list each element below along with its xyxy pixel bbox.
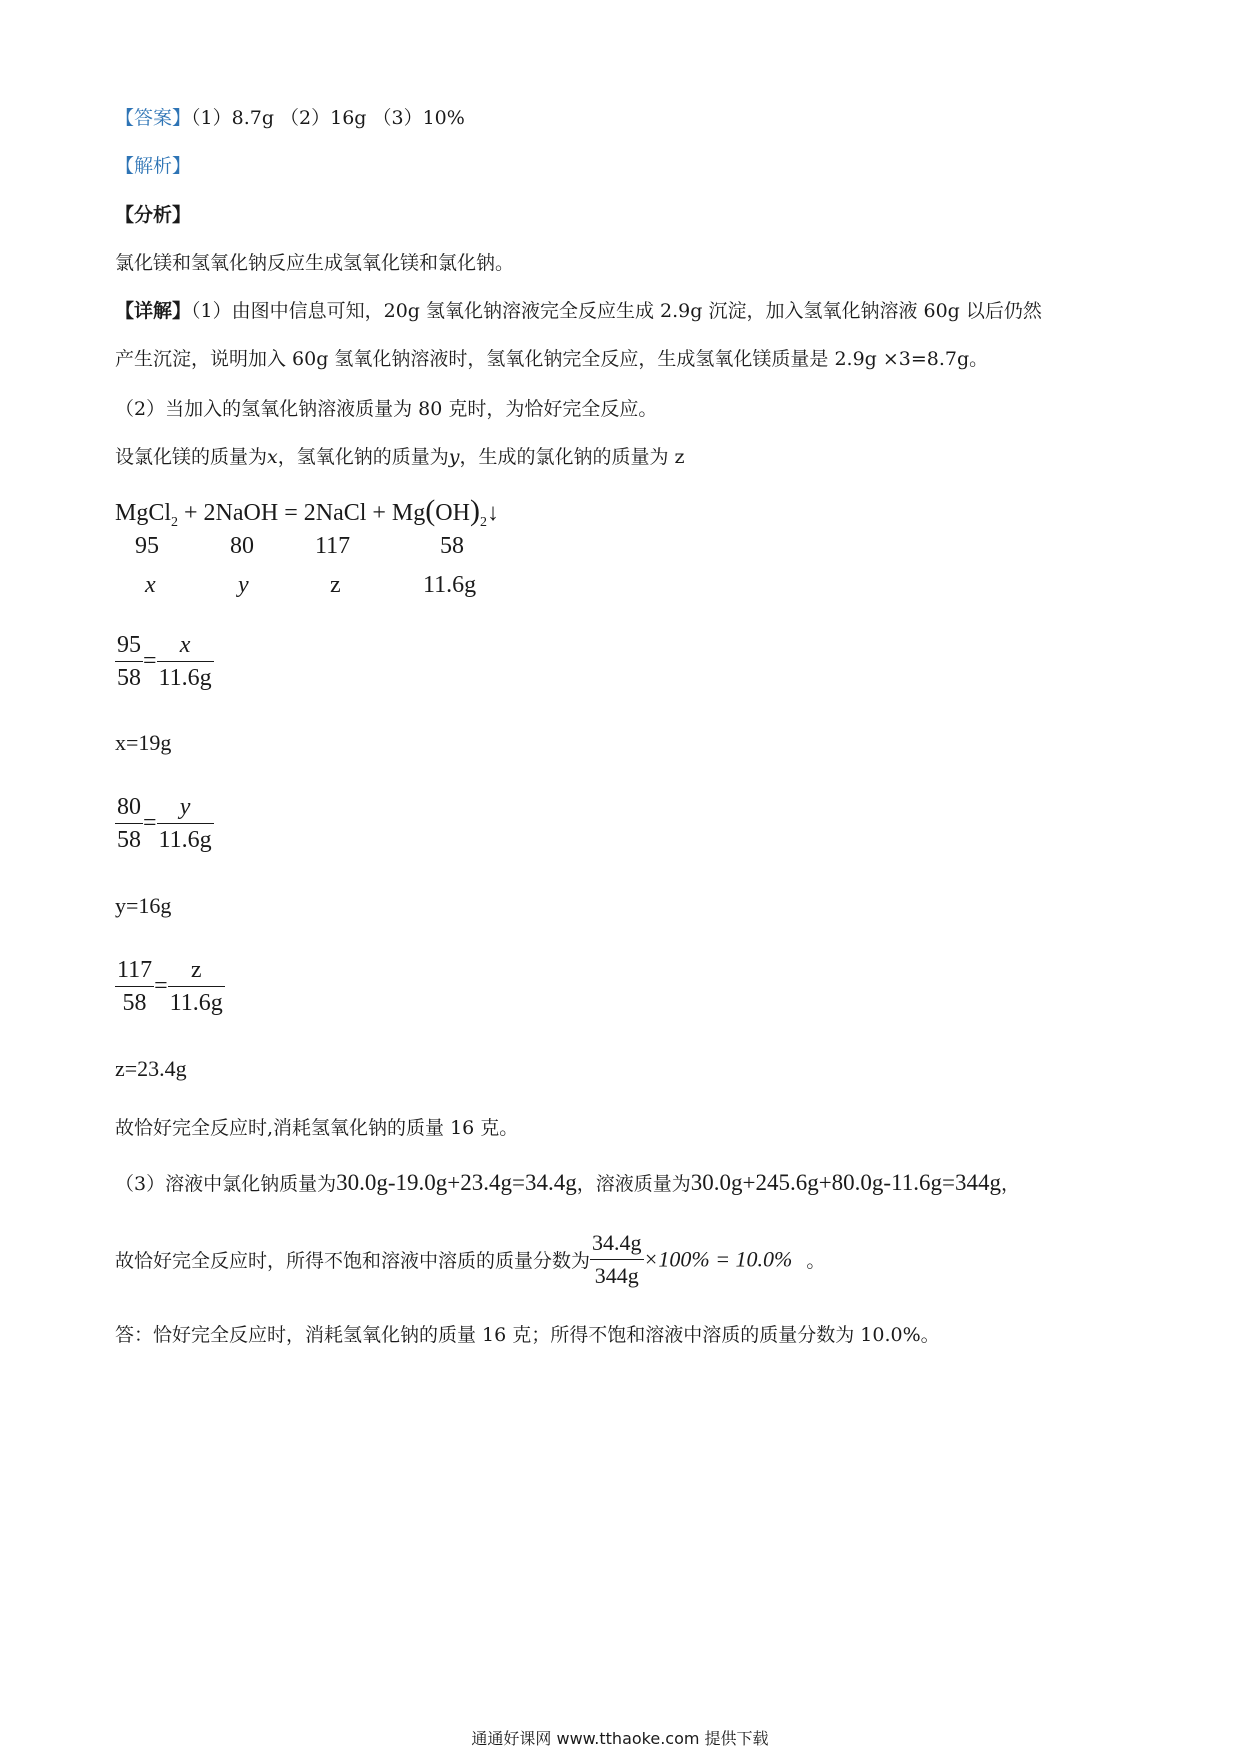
fenxi-text: 氯化镁和氢氧化钠反应生成氢氧化镁和氯化钠。: [115, 252, 515, 274]
prop3-num-left: 117: [115, 955, 154, 987]
let-mid2: ，生成的氯化钠的质量为 z: [459, 446, 685, 468]
part3-line2-prefix: 故恰好完全反应时，所得不饱和溶液中溶质的质量分数为: [115, 1250, 591, 1272]
let-x: x: [267, 446, 278, 468]
prop3-den-left: 58: [122, 990, 147, 1016]
proportion-3: $\frac{117}{58}$ = $\frac{z}{11.6g}$: [117, 957, 223, 1016]
result-z: z=23.4g: [115, 1056, 187, 1081]
mass-naoh: 80: [230, 533, 254, 559]
proportion-1: $\frac{95}{58}$ = $\frac{x}{11.6g}$: [117, 632, 212, 691]
unknown-x: x: [145, 572, 156, 598]
let-mid1: ，氢氧化钠的质量为: [277, 446, 449, 468]
eq-oh-sub: 2: [479, 514, 487, 530]
eq-arrow: ↓: [486, 500, 499, 526]
mass-mgcl2: 95: [135, 533, 159, 559]
part3-end: ，: [1000, 1173, 1020, 1195]
prop2-den-right: 11.6g: [158, 827, 212, 853]
unknown-z: z: [330, 572, 341, 598]
part3-frac-num: 34.4g: [590, 1228, 644, 1260]
mass-nacl: 117: [315, 533, 351, 559]
unknown-y: y: [238, 572, 249, 598]
prop1-den-left: 58: [117, 665, 141, 691]
final-answer: 答：恰好完全反应时，消耗氢氧化钠的质量 16 克；所得不饱和溶液中溶质的质量分数为 10.0%。: [115, 1324, 940, 1346]
answer-label: 【答案】: [115, 107, 192, 129]
part3-line2-end: 。: [806, 1250, 826, 1272]
part3-line2: [115, 1228, 825, 1291]
result-y: y=16g: [115, 893, 172, 918]
prop1-num-left: 95: [115, 630, 143, 662]
prop2-num-right: y: [157, 792, 214, 824]
eq-oh: OH: [435, 500, 470, 526]
analysis-label: 【解析】: [115, 155, 192, 177]
conclusion-part2: 故恰好完全反应时,消耗氢氧化钠的质量 16 克。: [115, 1117, 519, 1139]
part3-line1: [115, 1170, 1020, 1197]
part3-prefix: （3）溶液中氯化钠质量为: [115, 1173, 337, 1195]
part3-frac-den: 344g: [594, 1263, 639, 1288]
let-statement: [115, 444, 685, 470]
let-y: y: [448, 446, 460, 468]
proportion-2: $\frac{80}{58}$ = $\frac{y}{11.6g}$: [117, 794, 212, 853]
answer-line: [115, 105, 465, 131]
footer-source: 通通好课网 www.tthaoke.com 提供下载: [471, 1729, 769, 1748]
prop2-den-left: 58: [117, 827, 141, 853]
detail-label: 【详解】: [115, 300, 192, 322]
let-prefix: 设氯化镁的质量为: [115, 446, 268, 468]
detail-line-1: [115, 298, 1042, 324]
part3-mid: ，溶液质量为: [576, 1173, 691, 1195]
eq-middle: + 2NaOH = 2NaCl + Mg: [178, 500, 426, 526]
prop1-den-right: 11.6g: [158, 665, 212, 691]
chemical-equation: MgCl$_2$ + 2NaOH = 2NaCl + $Mg(OH)_2↓$: [115, 494, 499, 530]
part2-intro: （2）当加入的氢氧化钠溶液质量为 80 克时，为恰好完全反应。: [115, 398, 658, 420]
part3-frac-tail: ×100% = 10.0%: [643, 1246, 793, 1272]
known-mass: 11.6g: [423, 572, 477, 598]
prop1-num-right: x: [157, 630, 214, 662]
detail-line1-text: （1）由图中信息可知，20g 氢氧化钠溶液完全反应生成 2.9g 沉淀，加入氢氧化钠溶液 60g 以后仍然: [191, 300, 1042, 322]
prop3-num-right: z: [168, 955, 225, 987]
part3-expr1: 30.0g-19.0g+23.4g=34.4g: [336, 1170, 577, 1195]
eq-mgcl-sub: 2: [171, 514, 179, 530]
prop3-den-right: 11.6g: [169, 990, 223, 1016]
mass-mgoh2: 58: [440, 533, 464, 559]
answer-text: （1）8.7g （2）16g （3）10%: [191, 107, 465, 129]
detail-line-2: 产生沉淀，说明加入 60g 氢氧化钠溶液时，氢氧化钠完全反应，生成氢氧化镁质量是 2.9g ×3=8.7g。: [115, 348, 989, 370]
fenxi-label: 【分析】: [115, 204, 192, 226]
part3-expr2: 30.0g+245.6g+80.0g-11.6g=344g: [690, 1170, 1001, 1195]
prop2-num-left: 80: [115, 792, 143, 824]
result-x: x=19g: [115, 730, 172, 755]
eq-mgcl: MgCl: [115, 500, 172, 526]
